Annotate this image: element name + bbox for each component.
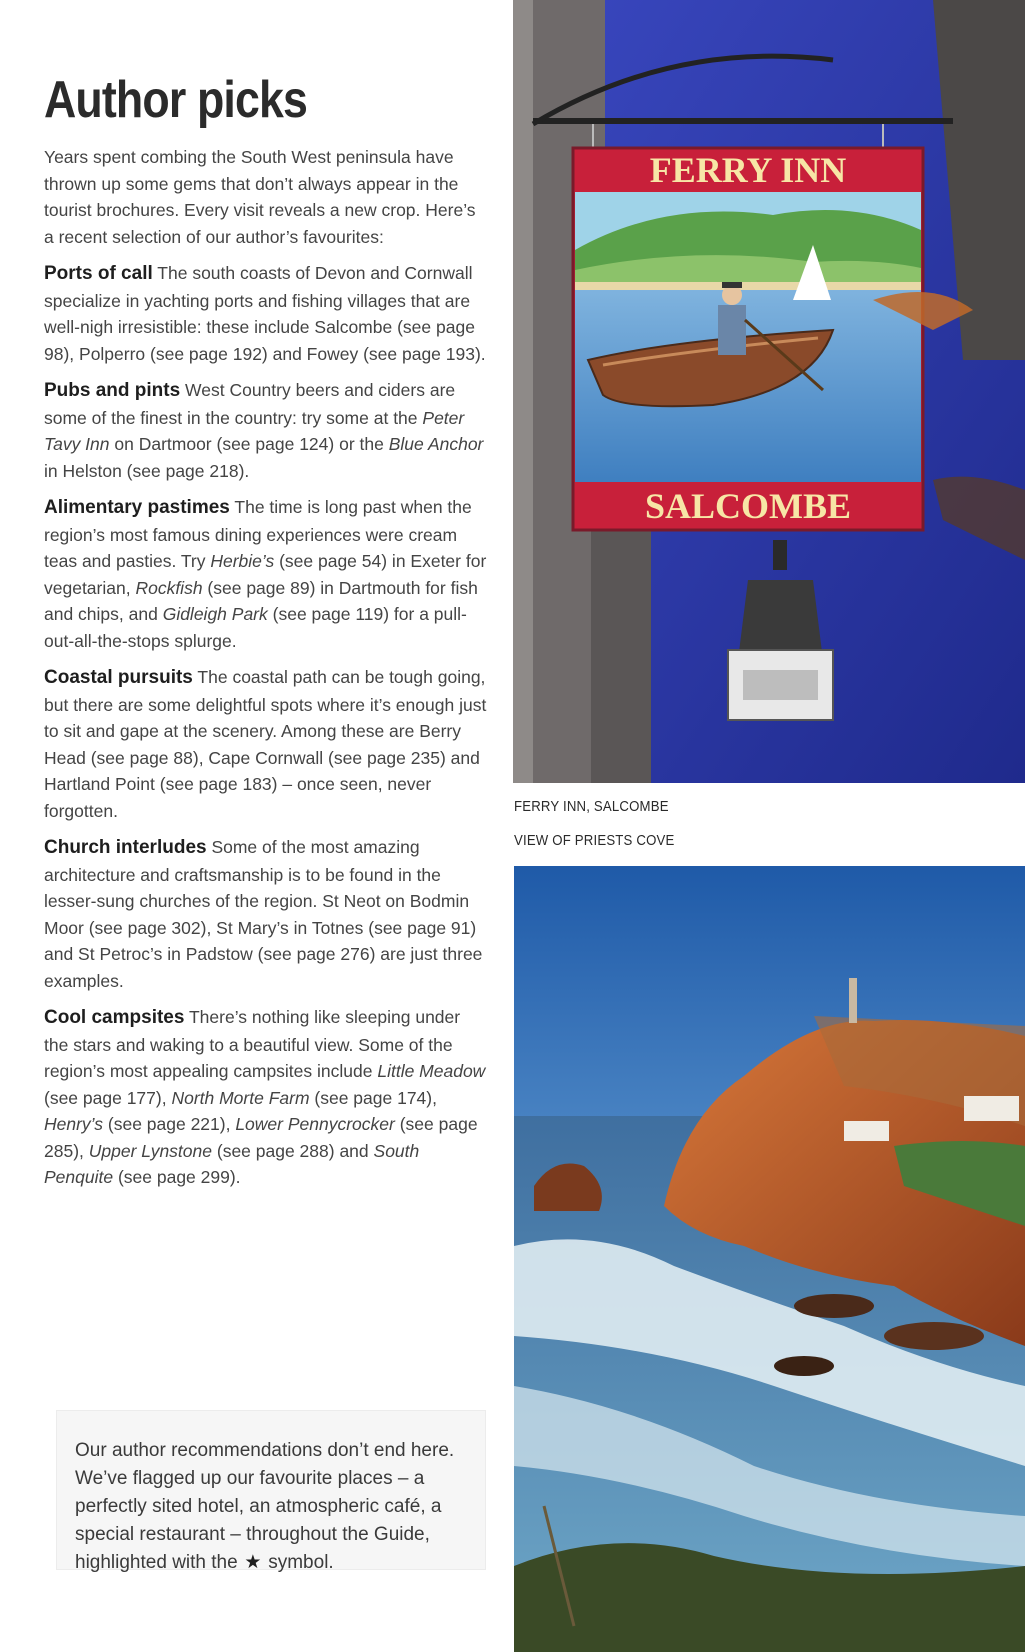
ferry-inn-illustration [513,0,1025,783]
recommendation-callout [56,1410,486,1573]
sign-bottom-text: SALCOMBE [644,486,852,526]
caption-priests-cove: VIEW OF PRIESTS COVE [514,832,675,849]
pub-name: Blue Anchor [388,434,484,454]
priests-cove-illustration [514,866,1025,1652]
campsite-name: Upper Lynstone [88,1140,212,1161]
restaurant-name: Gidleigh Park [162,604,268,624]
text-column [44,70,488,1201]
page-title: Author picks [44,71,308,129]
pick-ports-of-call [44,260,488,367]
priests-cove-photo [514,866,1025,1652]
pick-heading: Alimentary pastimes [44,497,230,518]
pick-text: (see page 89) in Dartmouth for fish and chips, and [44,577,478,624]
restaurant-name: Herbie’s [210,551,275,571]
callout-text: Our author recommendations don’t end here. We’ve flagged up our favourite places – a perfectly sited hotel, an atmospheric café, a special restaurant – throughout the Guide, highlighted with the [75,1440,455,1573]
pick-text: (see page 221), [103,1114,236,1134]
pick-text: (see page 177), [44,1087,172,1108]
campsite-name: Little Meadow [377,1061,486,1081]
pick-text: There’s nothing like sleeping under the stars and waking to a beautiful view. Some of the region’s most appealing campsites include [44,1007,461,1081]
campsite-name: Henry’s [44,1114,104,1134]
pick-text: (see page 285), [44,1114,478,1161]
pick-text: West Country beers and ciders are some of the finest in the country: try some at the [44,380,456,428]
caption-ferry-inn: FERRY INN, SALCOMBE [514,798,669,815]
pick-pubs-and-pints [44,377,488,484]
pick-text: Some of the most amazing architecture and craftsmanship is to be found in the lesser-sung churches of the region. St Neot on Bodmin Moor (see page 302), St Mary’s in Totnes (see page 91) and St Petroc’s in Padstow (see page 276) are just three examples. [44,837,483,991]
ferry-inn-photo [513,0,1025,783]
pick-heading: Ports of call [44,263,153,284]
pick-alimentary-pastimes [44,494,488,654]
intro-paragraph: Years spent combing the South West peninsula have thrown up some gems that don’t always appear in the tourist brochures. Every visit reveals a new crop. Here’s a recent selection of our author’s favourites: [44,147,476,247]
pick-church-interludes [44,834,488,994]
pick-heading: Cool campsites [44,1007,185,1028]
pick-heading: Church interludes [44,837,207,858]
pick-text: in Helston (see page 218). [44,460,250,481]
campsite-name: North Morte Farm [171,1087,310,1108]
campsite-name: Lower Pennycrocker [235,1114,395,1134]
campsite-name: South Penquite [44,1140,420,1187]
pick-text: (see page 54) in Exeter for vegetarian, [44,551,487,598]
callout-text: symbol. [262,1552,334,1573]
pick-heading: Coastal pursuits [44,667,193,688]
pick-text: The time is long past when the region’s most famous dining experiences were cream teas and pasties. Try [44,497,472,571]
pick-text: on Dartmoor (see page 124) or the [109,434,389,454]
pick-text: The coastal path can be tough going, but there are some delightful spots where it’s enough just to sit and gape at the scenery. Among these are Berry Head (see page 88), Cape Cornwall (see page 235) and Hartland Point (see page 183) – once seen, never forgotten. [44,667,487,821]
restaurant-name: Rockfish [135,577,203,598]
pick-text: (see page 174), [309,1087,437,1108]
pick-text: (see page 288) and [212,1140,374,1161]
pub-name: Peter Tavy Inn [44,407,465,454]
star-icon: ★ [244,1552,262,1573]
pick-text: (see page 119) for a pull-out-all-the-stops splurge. [44,604,467,651]
sign-top-text: FERRY INN [649,150,847,190]
pick-heading: Pubs and pints [44,380,181,401]
pick-coastal-pursuits [44,664,488,824]
pick-cool-campsites [44,1004,488,1191]
pick-text: The south coasts of Devon and Cornwall specialize in yachting ports and fishing villages that are well-nigh irresistible: these include Salcombe (see page 98), Polperro (see page 192) and Fowey (see page 193). [44,263,486,364]
pick-text: (see page 299). [113,1167,241,1187]
